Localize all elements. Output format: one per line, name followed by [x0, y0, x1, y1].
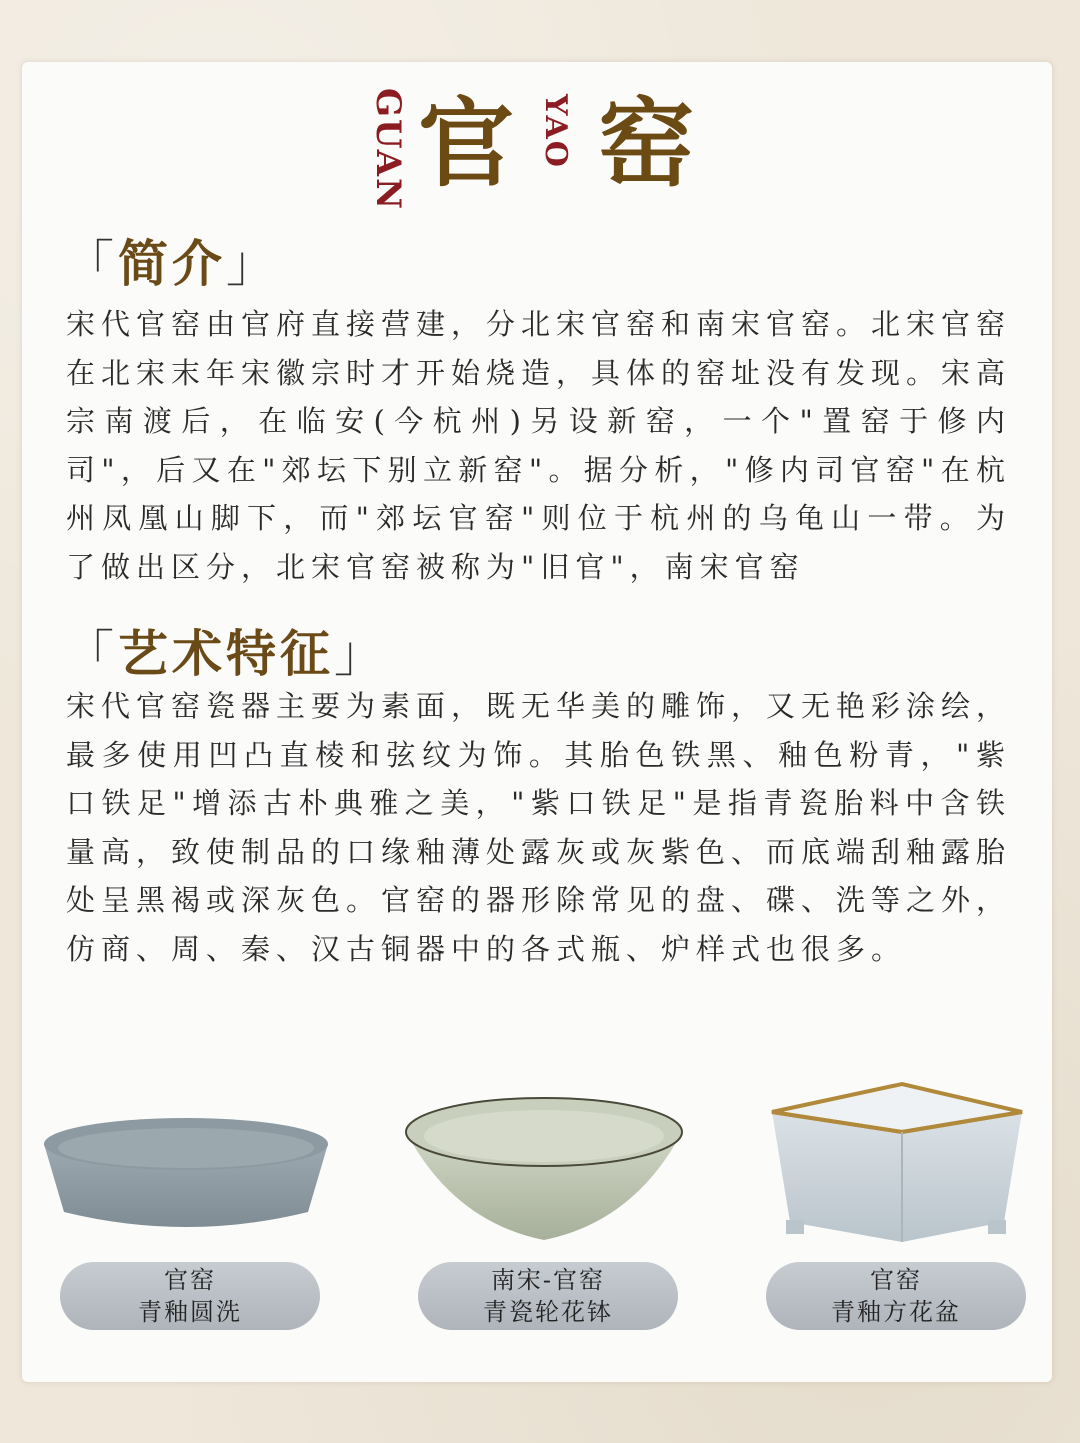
caption-kiln: 官窑: [870, 1266, 922, 1294]
caption-kiln: 南宋-官窑: [490, 1266, 606, 1294]
close-bracket: 」: [334, 625, 388, 683]
caption-name: 青瓷轮花钵: [483, 1298, 613, 1326]
item-caption: [766, 1262, 1026, 1330]
item-caption: [418, 1262, 678, 1330]
ceramic-item: [394, 1072, 694, 1362]
section-title-text: 简介: [118, 234, 226, 293]
section-title-text: 艺术特征: [118, 624, 334, 683]
item-caption: [60, 1262, 320, 1330]
open-bracket: 「: [64, 235, 118, 293]
intro-paragraph: 宋代官窑由官府直接营建，分北宋官窑和南宋官窑。北宋官窑在北宋末年宋徽宗时才开始烧造，具体的窑址没有发现。宋高宗南渡后，在临安(今杭州)另设新窑，一个"置窑于修内司"，后又在"郊坛下别立新窑"。据分析，"修内司官窑"在杭州凤凰山脚下，而"郊坛官窑"则位于杭州的乌龟山一带。为了做出区分，北宋官窑被称为"旧官"，南宋官窑: [66, 307, 1011, 584]
section-title-intro: [64, 224, 280, 296]
square-planter-icon: [742, 1072, 1042, 1252]
header: [22, 82, 1052, 212]
title-char-yao: 窑: [598, 87, 694, 200]
open-bracket: 「: [64, 625, 118, 683]
section-title-features: [64, 614, 388, 686]
content-card: [22, 62, 1052, 1382]
ceramic-item: [742, 1072, 1042, 1362]
close-bracket: 」: [226, 235, 280, 293]
latin-title-yao: YAO: [538, 94, 573, 169]
caption-kiln: 官窑: [164, 1266, 216, 1294]
round-washer-icon: [36, 1072, 336, 1252]
lobed-bowl-icon: [394, 1072, 694, 1252]
ceramic-item: [36, 1072, 336, 1362]
caption-name: 青釉方花盆: [831, 1298, 961, 1326]
title-char-guan: 官: [418, 87, 514, 200]
caption-name: 青釉圆洗: [138, 1298, 242, 1326]
features-paragraph: 宋代官窑瓷器主要为素面，既无华美的雕饰，又无艳彩涂绘，最多使用凹凸直棱和弦纹为饰。其胎色铁黑、釉色粉青，"紫口铁足"增添古朴典雅之美，"紫口铁足"是指青瓷胎料中含铁量高，致使制品的口缘釉薄处露灰或灰紫色、而底端刮釉露胎处呈黑褐或深灰色。官窑的器形除常见的盘、碟、洗等之外，仿商、周、秦、汉古铜器中的各式瓶、炉样式也很多。: [66, 689, 1012, 966]
latin-title-guan: GUAN: [368, 88, 408, 212]
